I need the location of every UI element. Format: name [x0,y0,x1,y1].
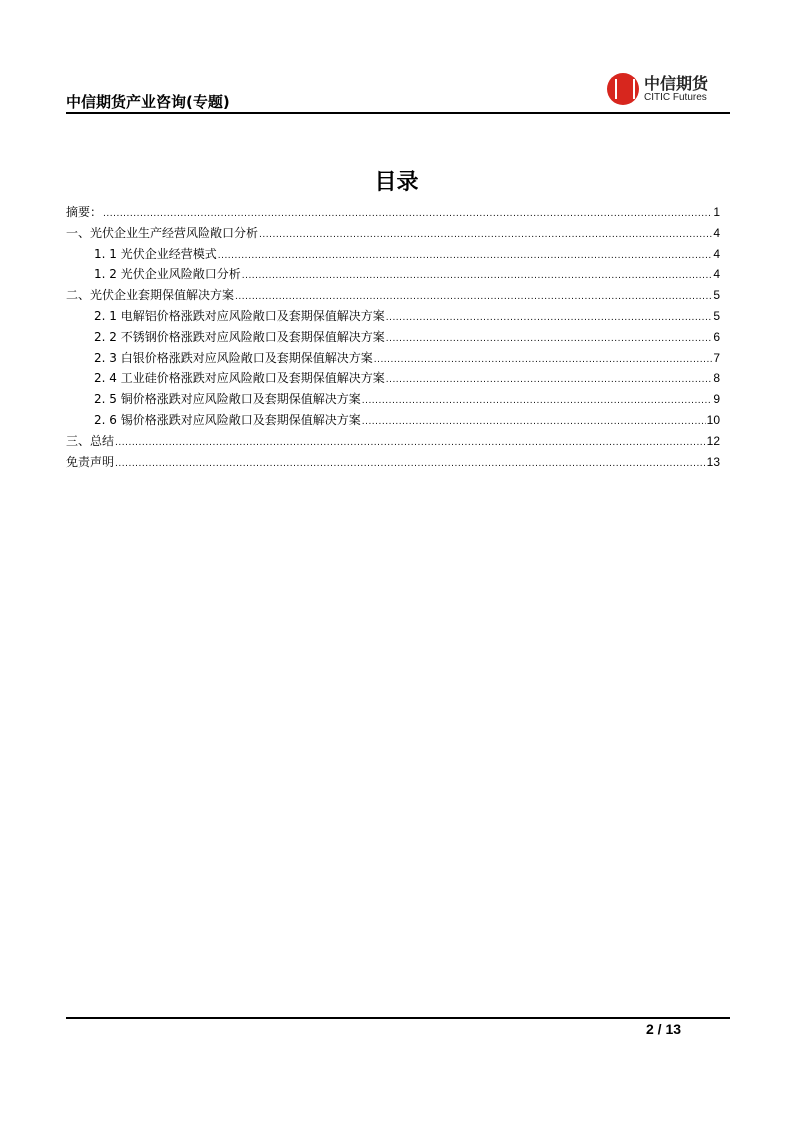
toc-leader-dots [362,391,713,412]
toc-entry-page: 6 [713,329,720,344]
footer-divider [66,1017,730,1019]
toc-entry-page: 10 [706,412,720,427]
toc-entry[interactable] [66,410,720,431]
citic-logo-icon [607,73,639,105]
toc-entry-page: 4 [713,225,720,240]
toc-entry-label: 2. 3 白银价格涨跌对应风险敞口及套期保值解决方案 [94,350,373,365]
page-indicator: 2 / 13 [646,1021,682,1037]
toc-leader-dots [218,246,713,267]
toc-entry-label: 1. 2 光伏企业风险敞口分析 [94,267,241,282]
toc-leader-dots [259,225,712,246]
toc-entry-page: 4 [713,267,720,282]
toc-entry-label: 1. 1 光伏企业经营模式 [94,246,217,261]
toc-entry[interactable] [66,389,720,410]
toc-title: 目录 [374,170,419,195]
toc-entry-page: 7 [713,350,720,365]
toc-entry-page: 9 [713,392,720,407]
toc-entry[interactable] [66,223,720,244]
toc-leader-dots [386,370,713,391]
toc-leader-dots [115,454,706,475]
toc-entry-label: 2. 1 电解铝价格涨跌对应风险敞口及套期保值解决方案 [94,308,385,323]
toc-leader-dots [235,287,712,308]
toc-entry[interactable] [66,264,720,285]
logo-english-name: CITIC Futures [644,92,707,103]
toc-leader-dots [242,266,713,287]
toc-entry-page: 12 [706,433,720,448]
toc-entry-label: 三、总结 [66,433,115,448]
toc-leader-dots [362,412,706,433]
toc-entry-page: 5 [713,308,720,323]
toc-leader-dots [386,308,713,329]
table-of-contents [66,202,720,472]
toc-entry-page: 5 [713,288,720,303]
toc-leader-dots [103,204,712,225]
toc-leader-dots [374,350,713,371]
logo-chinese-name: 中信期货 [644,74,709,93]
toc-entry-page: 13 [706,454,720,469]
toc-entry-page: 8 [713,371,720,386]
toc-entry-label: 一、光伏企业生产经营风险敞口分析 [66,225,259,240]
toc-entry[interactable] [66,202,720,223]
toc-entry[interactable] [66,431,720,452]
toc-entry[interactable] [66,348,720,369]
toc-entry[interactable] [66,244,720,265]
toc-entry-page: 4 [713,246,720,261]
toc-entry[interactable] [66,327,720,348]
toc-entry[interactable] [66,452,720,473]
toc-entry-label: 摘要： [66,205,103,219]
toc-entry-label: 2. 5 铜价格涨跌对应风险敞口及套期保值解决方案 [94,392,361,407]
toc-entry-page: 1 [713,205,720,219]
toc-entry[interactable] [66,306,720,327]
toc-entry-label: 二、光伏企业套期保值解决方案 [66,288,235,303]
toc-entry[interactable] [66,285,720,306]
toc-leader-dots [386,329,713,350]
header-divider [66,112,730,114]
toc-leader-dots [115,433,706,454]
toc-entry-label: 2. 2 不锈钢价格涨跌对应风险敞口及套期保值解决方案 [94,329,385,344]
toc-entry-label: 免责声明 [66,454,115,469]
toc-entry-label: 2. 6 锡价格涨跌对应风险敞口及套期保值解决方案 [94,412,361,427]
toc-entry[interactable] [66,368,720,389]
citic-futures-logo [607,70,732,108]
toc-entry-label: 2. 4 工业硅价格涨跌对应风险敞口及套期保值解决方案 [94,371,385,386]
report-series-title: 中信期货产业咨询(专题) [66,93,230,111]
